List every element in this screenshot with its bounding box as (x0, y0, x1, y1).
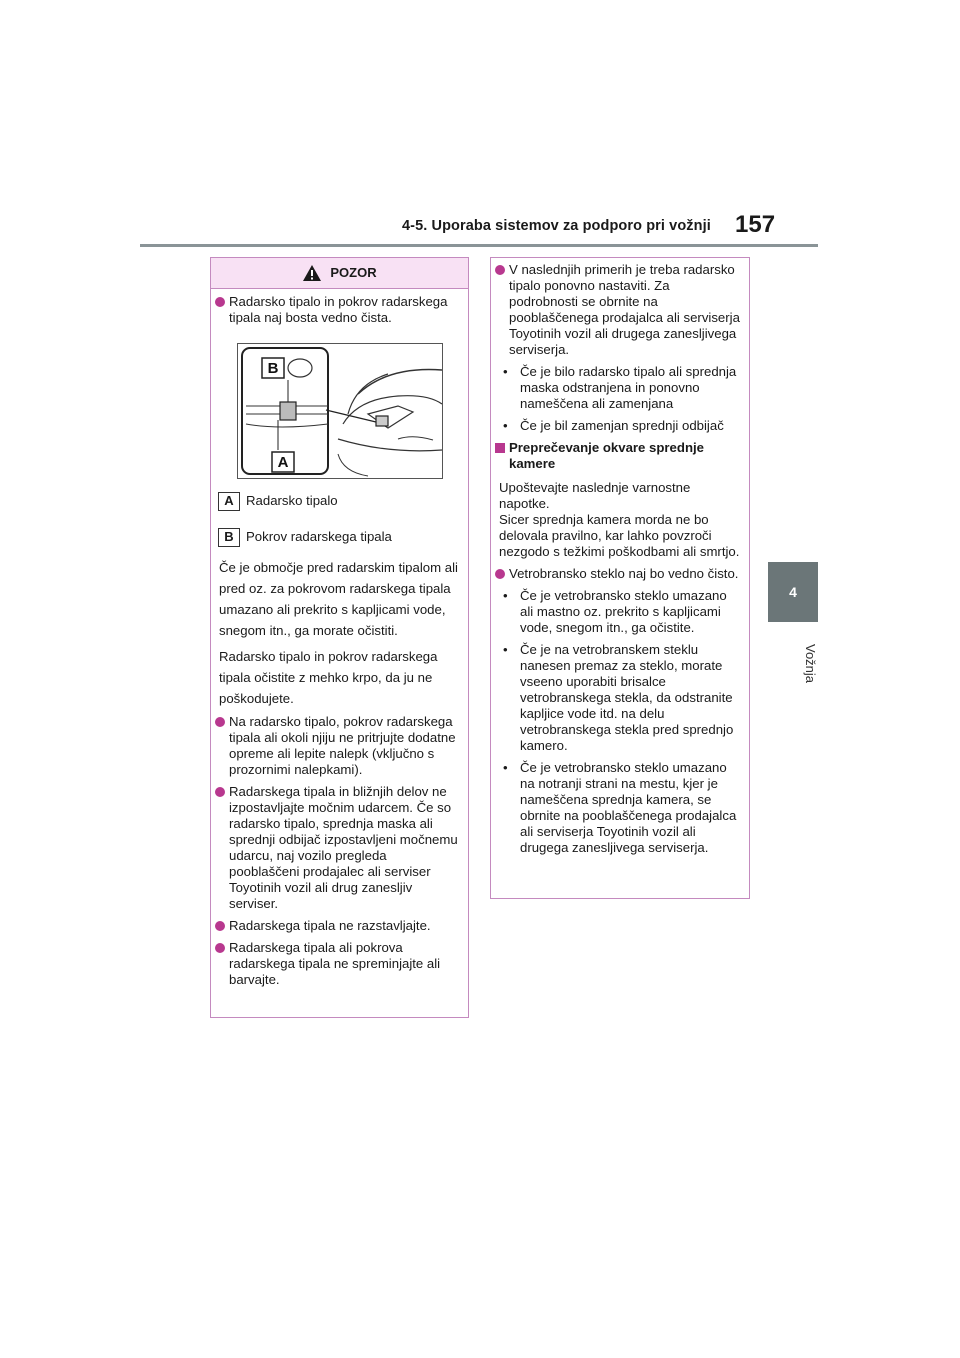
car-front-illustration (238, 344, 442, 478)
chapter-tab-number: 4 (768, 562, 818, 622)
legend-badge-b: B (218, 528, 240, 547)
chapter-tab-label (768, 634, 818, 694)
windshield-bullet: Vetrobransko steklo naj bo vedno čisto. (499, 566, 741, 582)
chapter-label-text: Vožnja (803, 644, 818, 684)
legend-text-b: Pokrov radarskega tipala (246, 529, 392, 544)
warning-header (211, 258, 468, 289)
figure-label-a: A (277, 454, 289, 471)
warning-heading: POZOR (330, 265, 377, 280)
warning-box-continued (490, 257, 750, 899)
figure-label-b: B (267, 360, 279, 377)
warning-intro: Radarsko tipalo in pokrov radarskega tipala naj bosta vedno čista. (219, 294, 460, 326)
front-camera-intro: Upoštevajte naslednje varnostne napotke. Sicer sprednja kamera morda ne bo delovala pravilno, kar lahko povzroči nezgodo s težkimi poškodbami ali smrtjo. (499, 480, 740, 559)
dash-item: • Če je bil zamenjan sprednji odbijač (501, 418, 741, 434)
legend-item-b (219, 525, 460, 549)
readjust-bullet: V naslednjih primerih je treba radarsko tipalo ponovno nastaviti. Za podrobnosti se obrnite na pooblaščenega prodajalca ali serviserja Toyotinih vozil ali drugega zanesljivega serviserja. (499, 262, 741, 358)
warning-bullet: Radarskega tipala ali pokrova radarskega tipala ne spreminjajte ali barvajte. (219, 940, 460, 988)
section-title: 4-5. Uporaba sistemov za podporo pri vožnji (402, 218, 711, 234)
dash-item: • Če je bilo radarsko tipalo ali sprednja maska odstranjena in ponovno nameščena ali zamenjana (501, 364, 741, 412)
dash-item: • Če je vetrobransko steklo umazano na notranji strani na mestu, kjer je nameščena sprednja kamera, se obrnite na pooblaščenega prodajalca ali serviserja Toyotinih vozil ali drugega zanesljivega serviserja. (501, 760, 741, 856)
paragraph-cleaning-area: Če je območje pred radarskim tipalom ali pred oz. za pokrovom radarskega tipala umazano ali prekrito s kapljicami vode, snegom itn., ga morate očistiti. (219, 560, 458, 638)
header-divider (140, 244, 818, 247)
radar-sensor-figure (237, 343, 443, 479)
warning-bullet: Radarskega tipala ne razstavljajte. (219, 918, 460, 934)
dash-item: • Če je na vetrobranskem steklu nanesen premaz za steklo, morate vseeno uporabiti brisalce vetrobranskega stekla, da odstranite kapljice vode itd. na delu vetrobranskega stekla pred sprednjo kamero. (501, 642, 741, 754)
legend-item-a (219, 489, 460, 513)
warning-bullet: Radarskega tipala in bližnjih delov ne izpostavljajte močnim udarcem. Če so radarsko tipalo, sprednja maska ali sprednji odbijač izpostavljeni močnemu udarcu, naj vozilo pregleda pooblaščeni prodajalec ali serviser Toyotinih vozil ali drug zanesljiv serviser. (219, 784, 460, 912)
warning-box (210, 257, 469, 1018)
warning-bullet: Na radarsko tipalo, pokrov radarskega tipala ali okoli njiju ne pritrjujte dodatne opreme ali lepite nalepk (vključno s prozornimi nalepkami). (219, 714, 460, 778)
section-heading-front-camera: Preprečevanje okvare sprednje kamere (499, 440, 741, 472)
legend-badge-a: A (218, 492, 240, 511)
legend-text-a: Radarsko tipalo (246, 493, 338, 508)
dash-item: • Če je vetrobransko steklo umazano ali mastno oz. prekrito s kapljicami vode, snegom itn., ga očistite. (501, 588, 741, 636)
warning-triangle-icon (302, 264, 322, 282)
page-number: 157 (735, 211, 776, 238)
paragraph-cleaning-method: Radarsko tipalo in pokrov radarskega tipala očistite z mehko krpo, da ju ne poškodujete. (219, 649, 438, 706)
